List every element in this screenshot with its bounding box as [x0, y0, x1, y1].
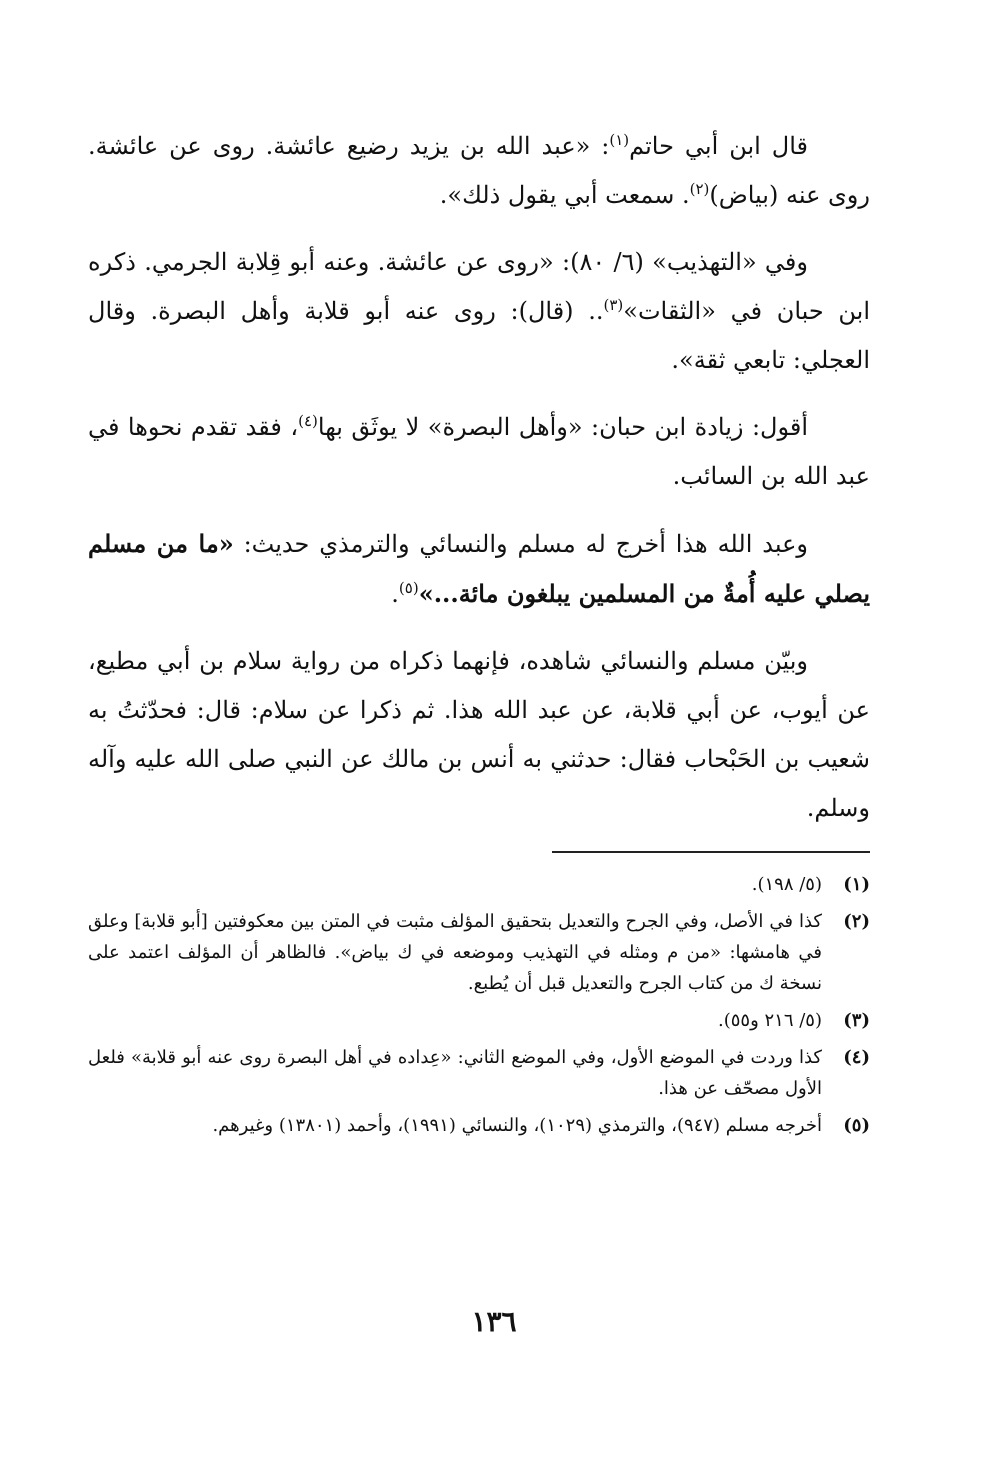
footnote-number: (١) — [843, 874, 870, 895]
footnote-3 — [88, 1005, 870, 1036]
footnote-1 — [88, 869, 870, 900]
footnote-ref-4: (٤) — [298, 412, 318, 430]
footnote-ref-5: (٥) — [398, 579, 419, 597]
footnote-number: (٢) — [843, 911, 870, 932]
footnote-text: كذا وردت في الموضع الأول، وفي الموضع الثاني: «عِداده في أهل البصرة روى عنه أبو قلابة» فلعل الأول مصحّف عن هذا. — [88, 1047, 822, 1099]
page-number: ١٣٦ — [471, 1305, 517, 1338]
paragraph-3: أقول: زيادة ابن حبان: «وأهل البصرة» لا يوثَق بها$^{(٤)}$، فقد تقدم نحوها في عبد الله بن السائب. — [88, 412, 870, 490]
footnote-ref-3: (٣) — [603, 296, 624, 314]
paragraph-1: قال ابن أبي حاتم$^{(١)}$: «عبد الله بن يزيد رضيع عائشة. روى عن عائشة. روى عنه (بياض)$^{(٢)}$. سمعت أبي يقول ذلك». — [88, 131, 870, 209]
footnote-text: كذا في الأصل، وفي الجرح والتعديل بتحقيق المؤلف مثبت في المتن بين معكوفتين [أبو قلابة] وعلق في هامشها: «من م ومثله في التهذيب وموضعه في ك بياض». فالظاهر أن المؤلف اعتمد على نسخة ك من كتاب الجرح والتعديل قبل أن يُطبع. — [88, 911, 822, 994]
paragraph-2: وفي «التهذيب» (٦/ ٨٠): «روى عن عائشة. وعنه أبو قِلابة الجرمي. ذكره ابن حبان في «الثقات»$^{(٣)}$.. (قال): روى عنه أبو قلابة وأهل البصرة. وقال العجلي: تابعي ثقة». — [88, 248, 871, 374]
page-content — [88, 122, 870, 1147]
paragraph-5: وبيّن مسلم والنسائي شاهده، فإنهما ذكراه من رواية سلام بن أبي مطيع، عن أيوب، عن أبي قلابة، عن عبد الله هذا. ثم ذكرا عن سلام: قال: فحدّثتُ به شعيب بن الحَبْحاب فقال: حدثني به أنس بن مالك عن النبي صلى الله عليه وآله وسلم. — [88, 647, 870, 822]
footnote-4 — [88, 1042, 870, 1104]
footnote-5 — [88, 1110, 870, 1141]
footnote-ref-1: (١) — [609, 131, 630, 149]
footnote-number: (٥) — [843, 1115, 870, 1136]
footnote-text: (٥/ ١٩٨). — [751, 874, 822, 895]
hadith-quote: «ما من مسلم يصلي عليه أُمةٌ من المسلمين يبلغون مائة...» — [88, 529, 870, 608]
footnote-number: (٤) — [843, 1047, 870, 1068]
footnote-2 — [88, 906, 870, 999]
footnote-text: (٥/ ٢١٦ و٥٥). — [717, 1010, 822, 1031]
paragraph-4: وعبد الله هذا أخرج له مسلم والنسائي والترمذي حديث: «ما من مسلم يصلي عليه أُمةٌ من المسلمين يبلغون مائة...»$^{(٥)}$. — [88, 529, 870, 608]
footnote-number: (٣) — [843, 1010, 870, 1031]
footnote-text: أخرجه مسلم (٩٤٧)، والترمذي (١٠٢٩)، والنسائي (١٩٩١)، وأحمد (١٣٨٠١) وغيرهم. — [212, 1115, 822, 1136]
footnote-divider — [552, 851, 870, 853]
main-text — [88, 122, 870, 833]
footnotes — [88, 869, 870, 1141]
footnote-ref-2: (٢) — [689, 180, 710, 198]
